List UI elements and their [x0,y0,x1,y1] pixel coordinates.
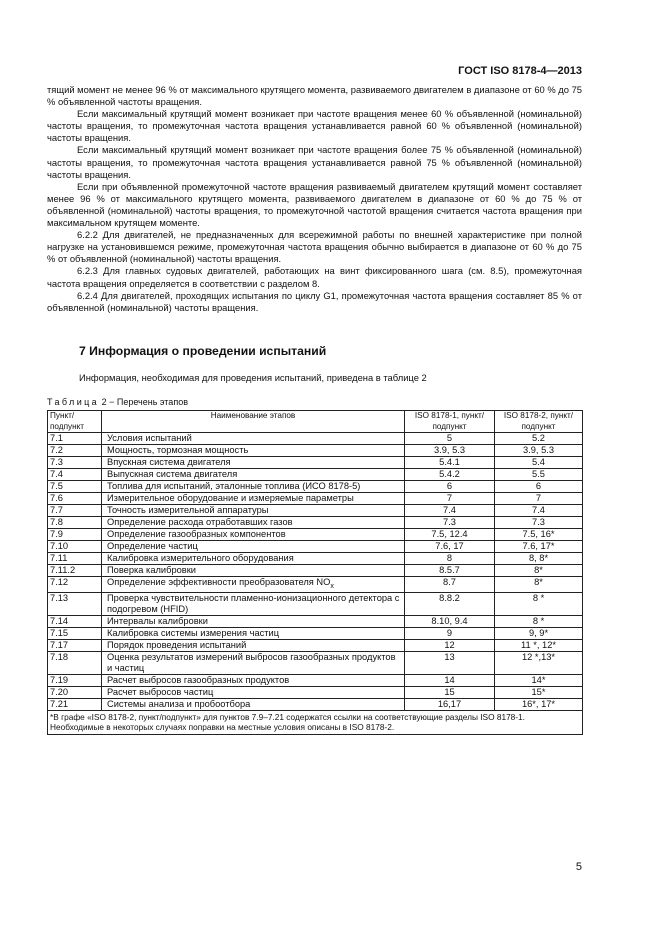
cell-iso-8178-1: 9 [405,627,495,639]
cell-iso-8178-1: 5 [405,433,495,445]
table-row [48,505,583,517]
cell-item-number: 7.2 [48,445,102,457]
cell-stage-name: Проверка чувствительности пламенно-ионизационного детектора с подогревом (HFID) [102,592,405,615]
cell-iso-8178-1: 3.9, 5.3 [405,445,495,457]
table-footnote: *В графе «ISO 8178-2, пункт/подпункт» для пунктов 7.9–7.21 содержатся ссылки на соответствующие разделы ISO 8178-1. Необходимые в некоторых случаях поправки на местные условия описаны в ISO 8178-2. [48,710,583,734]
cell-item-number: 7.19 [48,674,102,686]
cell-iso-8178-1: 14 [405,674,495,686]
cell-stage-name: Условия испытаний [102,433,405,445]
cell-stage-name: Интервалы калибровки [102,615,405,627]
cell-iso-8178-2: 8* [495,577,583,593]
cell-item-number: 7.9 [48,529,102,541]
paragraph: Если при объявленной промежуточной частоте вращения развиваемый двигателем крутящий момент составляет менее 96 % от максимального крутящего момента, развиваемого двигателем в диапазоне от 60 % до 75 % от объявленной (номинальной) частоты вращения, то промежуточной частотой вращения считается частота вращения при максимальном крутящем моменте. [47,180,582,229]
cell-item-number: 7.11 [48,553,102,565]
cell-iso-8178-2: 8, 8* [495,553,583,565]
cell-iso-8178-2: 7.3 [495,517,583,529]
cell-stage-name: Измерительное оборудование и измеряемые параметры [102,493,405,505]
cell-iso-8178-1: 7.3 [405,517,495,529]
header-iso-8178-2: ISO 8178-2, пункт/подпункт [495,411,583,433]
table-row [48,674,583,686]
table-row [48,686,583,698]
cell-iso-8178-1: 15 [405,686,495,698]
cell-iso-8178-2: 3.9, 5.3 [495,445,583,457]
cell-iso-8178-2: 5.5 [495,469,583,481]
cell-iso-8178-2: 5.2 [495,433,583,445]
table-row [48,651,583,674]
cell-item-number: 7.3 [48,457,102,469]
cell-stage-name: Определение частиц [102,541,405,553]
table-row [48,698,583,710]
table-row [48,553,583,565]
header-stage-name: Наименование этапов [102,411,405,433]
cell-iso-8178-2: 7.6, 17* [495,541,583,553]
table-row [48,529,583,541]
cell-iso-8178-2: 7.5, 16* [495,529,583,541]
cell-stage-name: Топлива для испытаний, эталонные топлива (ИСО 8178-5) [102,481,405,493]
cell-stage-name: Расчет выбросов частиц [102,686,405,698]
cell-iso-8178-1: 7.4 [405,505,495,517]
paragraph: 6.2.4 Для двигателей, проходящих испытания по циклу G1, промежуточная частота вращения составляет 85 % от объявленной (номинальной) частоты вращения. [47,289,582,313]
stages-table [47,410,583,735]
cell-stage-name: Поверка калибровки [102,565,405,577]
paragraph: тящий момент не менее 96 % от максимального крутящего момента, развиваемого двигателем в диапазоне от 60 % до 75 % объявленной частоты вращения. [47,84,583,108]
cell-item-number: 7.5 [48,481,102,493]
cell-item-number: 7.7 [48,505,102,517]
table-row [48,577,583,593]
cell-iso-8178-1: 8.8.2 [405,592,495,615]
table-row [48,565,583,577]
cell-stage-name: Мощность, тормозная мощность [102,445,405,457]
cell-iso-8178-1: 8 [405,553,495,565]
body-text [47,84,582,314]
table-caption-label: Таблица [47,397,100,407]
paragraph: 6.2.3 Для главных судовых двигателей, работающих на винт фиксированного шага (см. 8.5), промежуточная частота вращения определяется в соответствии с разделом 8. [47,265,582,289]
paragraph: 6.2.2 Для двигателей, не предназначенных для всережимной работы по внешней характеристике при полной нагрузке на установившемся режиме, промежуточная частота вращения обычно выбирается в диапазоне от 60 % до 75 % от объявленной (номинальной) частоты вращения. [47,229,582,265]
cell-iso-8178-2: 16*, 17* [495,698,583,710]
table-caption [47,397,188,407]
cell-item-number: 7.12 [48,577,102,593]
cell-iso-8178-2: 12 *,13* [495,651,583,674]
table-row [48,592,583,615]
cell-iso-8178-1: 8.10, 9.4 [405,615,495,627]
table-row [48,469,583,481]
cell-stage-name: Калибровка системы измерения частиц [102,627,405,639]
cell-iso-8178-1: 12 [405,639,495,651]
cell-iso-8178-1: 13 [405,651,495,674]
cell-iso-8178-2: 8* [495,565,583,577]
cell-stage-name: Определение расхода отработавших газов [102,517,405,529]
paragraph: Если максимальный крутящий момент возникает при частоте вращения менее 60 % объявленной (номинальной) частоты вращения, то промежуточная частота вращения устанавливается равной 60 % объявленной (номинальной) частоты вращения. [47,108,582,144]
cell-item-number: 7.8 [48,517,102,529]
cell-item-number: 7.11.2 [48,565,102,577]
table-row [48,433,583,445]
table-header-row [48,411,583,433]
table-row [48,445,583,457]
cell-item-number: 7.10 [48,541,102,553]
cell-iso-8178-2: 9, 9* [495,627,583,639]
header-item-number: Пункт/ подпункт [48,411,102,433]
cell-iso-8178-1: 7.6, 17 [405,541,495,553]
table-row [48,493,583,505]
header-iso-8178-1: ISO 8178-1, пункт/подпункт [405,411,495,433]
cell-iso-8178-2: 8 * [495,592,583,615]
cell-item-number: 7.6 [48,493,102,505]
cell-stage-name: Расчет выбросов газообразных продуктов [102,674,405,686]
cell-iso-8178-1: 8.5.7 [405,565,495,577]
cell-item-number: 7.1 [48,433,102,445]
cell-item-number: 7.13 [48,592,102,615]
cell-iso-8178-1: 7.5, 12.4 [405,529,495,541]
cell-stage-name: Оценка результатов измерений выбросов газообразных продуктов и частиц [102,651,405,674]
cell-iso-8178-2: 7.4 [495,505,583,517]
cell-stage-name: Определение эффективности преобразователя $NO_x$ [102,577,405,593]
cell-stage-name: Системы анализа и пробоотбора [102,698,405,710]
page-number: 5 [575,861,582,873]
cell-stage-name: Выпускная система двигателя [102,469,405,481]
cell-iso-8178-2: 8 * [495,615,583,627]
cell-iso-8178-1: 5.4.1 [405,457,495,469]
table-row [48,627,583,639]
cell-item-number: 7.21 [48,698,102,710]
cell-item-number: 7.20 [48,686,102,698]
cell-stage-name: Впускная система двигателя [102,457,405,469]
cell-stage-name: Точность измерительной аппаратуры [102,505,405,517]
cell-item-number: 7.14 [48,615,102,627]
cell-item-number: 7.15 [48,627,102,639]
cell-iso-8178-2: 7 [495,493,583,505]
document-header: ГОСТ ISO 8178-4—2013 [458,65,582,77]
cell-item-number: 7.18 [48,651,102,674]
cell-iso-8178-2: 5.4 [495,457,583,469]
table-row [48,457,583,469]
cell-iso-8178-2: 15* [495,686,583,698]
cell-iso-8178-1: 6 [405,481,495,493]
cell-stage-name: Порядок проведения испытаний [102,639,405,651]
cell-iso-8178-1: 5.4.2 [405,469,495,481]
cell-item-number: 7.4 [48,469,102,481]
cell-iso-8178-2: 11 *, 12* [495,639,583,651]
cell-stage-name: Калибровка измерительного оборудования [102,553,405,565]
cell-iso-8178-1: 16,17 [405,698,495,710]
cell-iso-8178-1: 7 [405,493,495,505]
table-body [48,433,583,711]
table-footnote-row [48,710,583,734]
cell-item-number: 7.17 [48,639,102,651]
table-row [48,541,583,553]
cell-stage-name: Определение газообразных компонентов [102,529,405,541]
cell-iso-8178-2: 14* [495,674,583,686]
table-caption-title: 2 − Перечень этапов [99,397,188,407]
table-row [48,639,583,651]
cell-iso-8178-2: 6 [495,481,583,493]
table-row [48,615,583,627]
cell-iso-8178-1: 8.7 [405,577,495,593]
section-intro: Информация, необходимая для проведения испытаний, приведена в таблице 2 [79,372,427,383]
table-row [48,517,583,529]
section-title: 7 Информация о проведении испытаний [79,344,327,358]
table-row [48,481,583,493]
paragraph: Если максимальный крутящий момент возникает при частоте вращения более 75 % объявленной (номинальной) частоты вращения, то промежуточная частота вращения устанавливается равной 75 % объявленной (номинальной) частоты вращения. [47,144,582,180]
